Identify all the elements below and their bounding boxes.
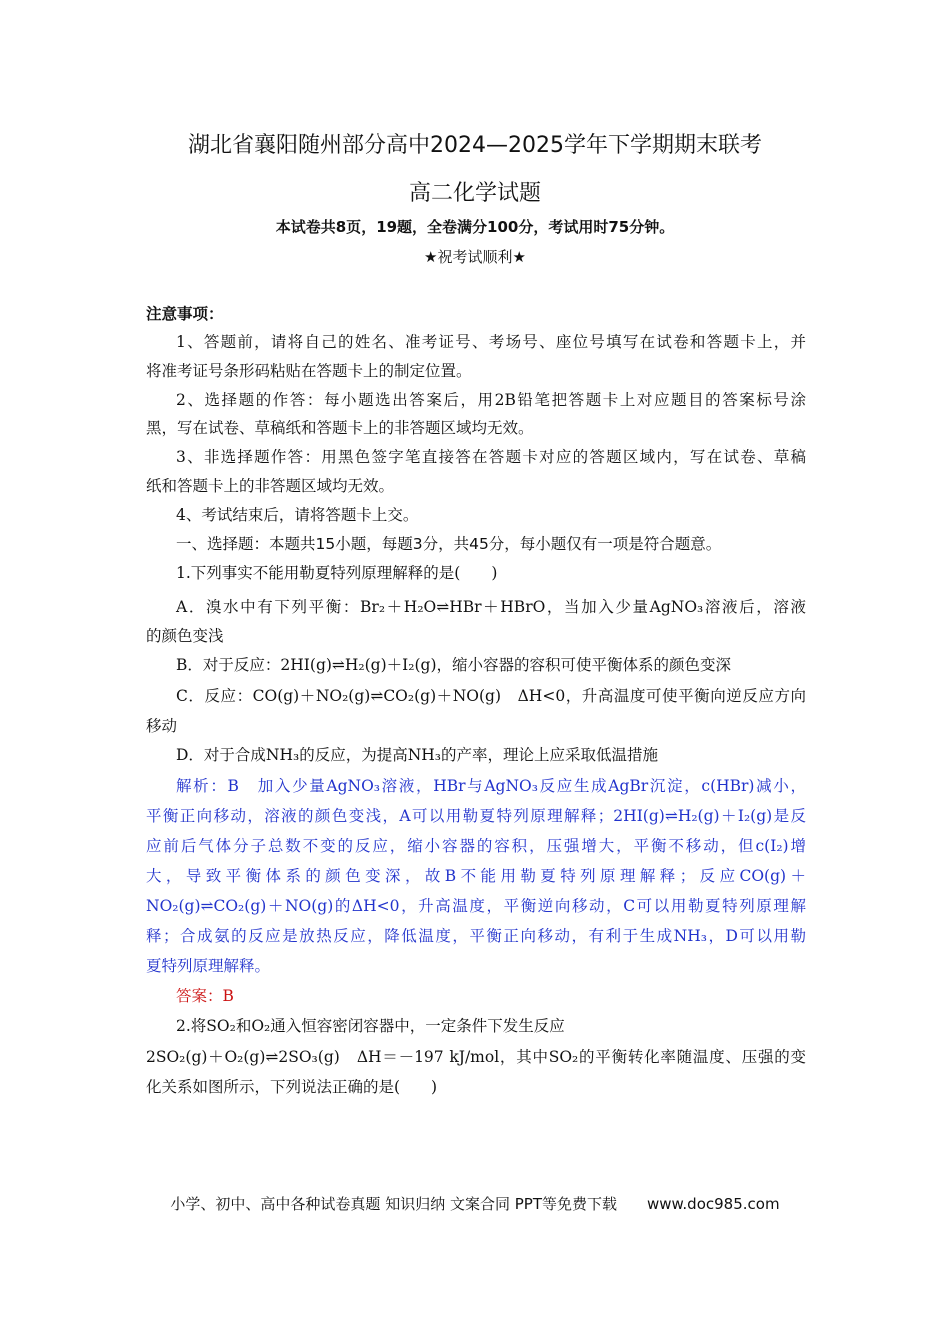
- page-footer: 小学、初中、高中各种试卷真题 知识归纳 文案合同 PPT等免费下载 www.doc985.com: [170, 1195, 780, 1213]
- section-heading: 一、选择题：本题共15小题，每题3分，共45分，每小题仅有一项是符合题意。: [176, 535, 722, 553]
- q1-stem: 1.下列事实不能用勒夏特列原理解释的是( ): [176, 564, 498, 582]
- q1-explanation-line-4: 大，导致平衡体系的颜色变深，故B不能用勒夏特列原理解释；反应CO(g)＋: [146, 867, 806, 885]
- notice-line-4: 黑，写在试卷、草稿纸和答题卡上的非答题区域均无效。: [146, 419, 534, 437]
- notice-line-2: 将准考证号条形码粘贴在答题卡上的制定位置。: [146, 362, 472, 380]
- exam-wish: ★祝考试顺利★: [424, 248, 526, 266]
- notice-line-5: 3、非选择题作答：用黑色签字笔直接答在答题卡对应的答题区域内，写在试卷、草稿: [176, 448, 806, 466]
- q1-option-a-line-2: 的颜色变浅: [146, 627, 224, 645]
- q1-explanation-line-7: 夏特列原理解释。: [146, 957, 271, 975]
- notice-line-1: 1、答题前，请将自己的姓名、准考证号、考场号、座位号填写在试卷和答题卡上，并: [176, 333, 806, 351]
- exam-info: 本试卷共8页，19题，全卷满分100分，考试用时75分钟。: [275, 218, 675, 236]
- q1-explanation-line-1: 解析：B 加入少量AgNO₃溶液，HBr与AgNO₃反应生成AgBr沉淀，c(HBr)减小，: [176, 777, 806, 795]
- notice-line-3: 2、选择题的作答：每小题选出答案后，用2B铅笔把答题卡上对应题目的答案标号涂: [176, 391, 806, 409]
- q1-option-c-line-2: 移动: [146, 717, 178, 735]
- q1-option-c-line-1: C．反应：CO(g)＋NO₂(g)⇌CO₂(g)＋NO(g) ΔH<0，升高温度可使平衡向逆反应方向: [176, 687, 806, 705]
- notice-line-6: 纸和答题卡上的非答题区域均无效。: [146, 477, 395, 495]
- q1-option-b: B．对于反应：2HI(g)⇌H₂(g)＋I₂(g)，缩小容器的容积可使平衡体系的颜色变深: [176, 656, 731, 674]
- q2-line-1: 2.将SO₂和O₂通入恒容密闭容器中，一定条件下发生反应: [176, 1017, 565, 1035]
- q1-option-d: D．对于合成NH₃的反应，为提高NH₃的产率，理论上应采取低温措施: [176, 746, 659, 764]
- q1-explanation-line-2: 平衡正向移动，溶液的颜色变浅，A可以用勒夏特列原理解释；2HI(g)⇌H₂(g)＋I₂(g)是反: [146, 807, 806, 825]
- q1-option-a-line-1: A．溴水中有下列平衡：Br₂＋H₂O⇌HBr＋HBrO，当加入少量AgNO₃溶液后，溶液: [176, 598, 806, 616]
- notice-line-7: 4、考试结束后，请将答题卡上交。: [176, 506, 419, 524]
- exam-title: 湖北省襄阳随州部分高中2024—2025学年下学期期末联考: [188, 133, 762, 158]
- q2-line-2: 2SO₂(g)＋O₂(g)⇌2SO₃(g) ΔH＝－197 kJ/mol，其中SO₂的平衡转化率随温度、压强的变: [146, 1048, 806, 1066]
- exam-subject: 高二化学试题: [408, 181, 541, 206]
- q2-line-3: 化关系如图所示，下列说法正确的是( ): [146, 1078, 438, 1096]
- q1-answer: 答案：B: [176, 987, 234, 1005]
- q1-explanation-line-5: NO₂(g)⇌CO₂(g)＋NO(g)的ΔH<0，升高温度，平衡逆向移动，C可以用勒夏特列原理解: [146, 897, 806, 915]
- q1-explanation-line-6: 释；合成氨的反应是放热反应，降低温度，平衡正向移动，有利于生成NH₃，D可以用勒: [146, 927, 806, 945]
- notice-heading: 注意事项：: [146, 304, 224, 323]
- q1-explanation-line-3: 应前后气体分子总数不变的反应，缩小容器的容积，压强增大，平衡不移动，但c(I₂)增: [146, 837, 806, 855]
